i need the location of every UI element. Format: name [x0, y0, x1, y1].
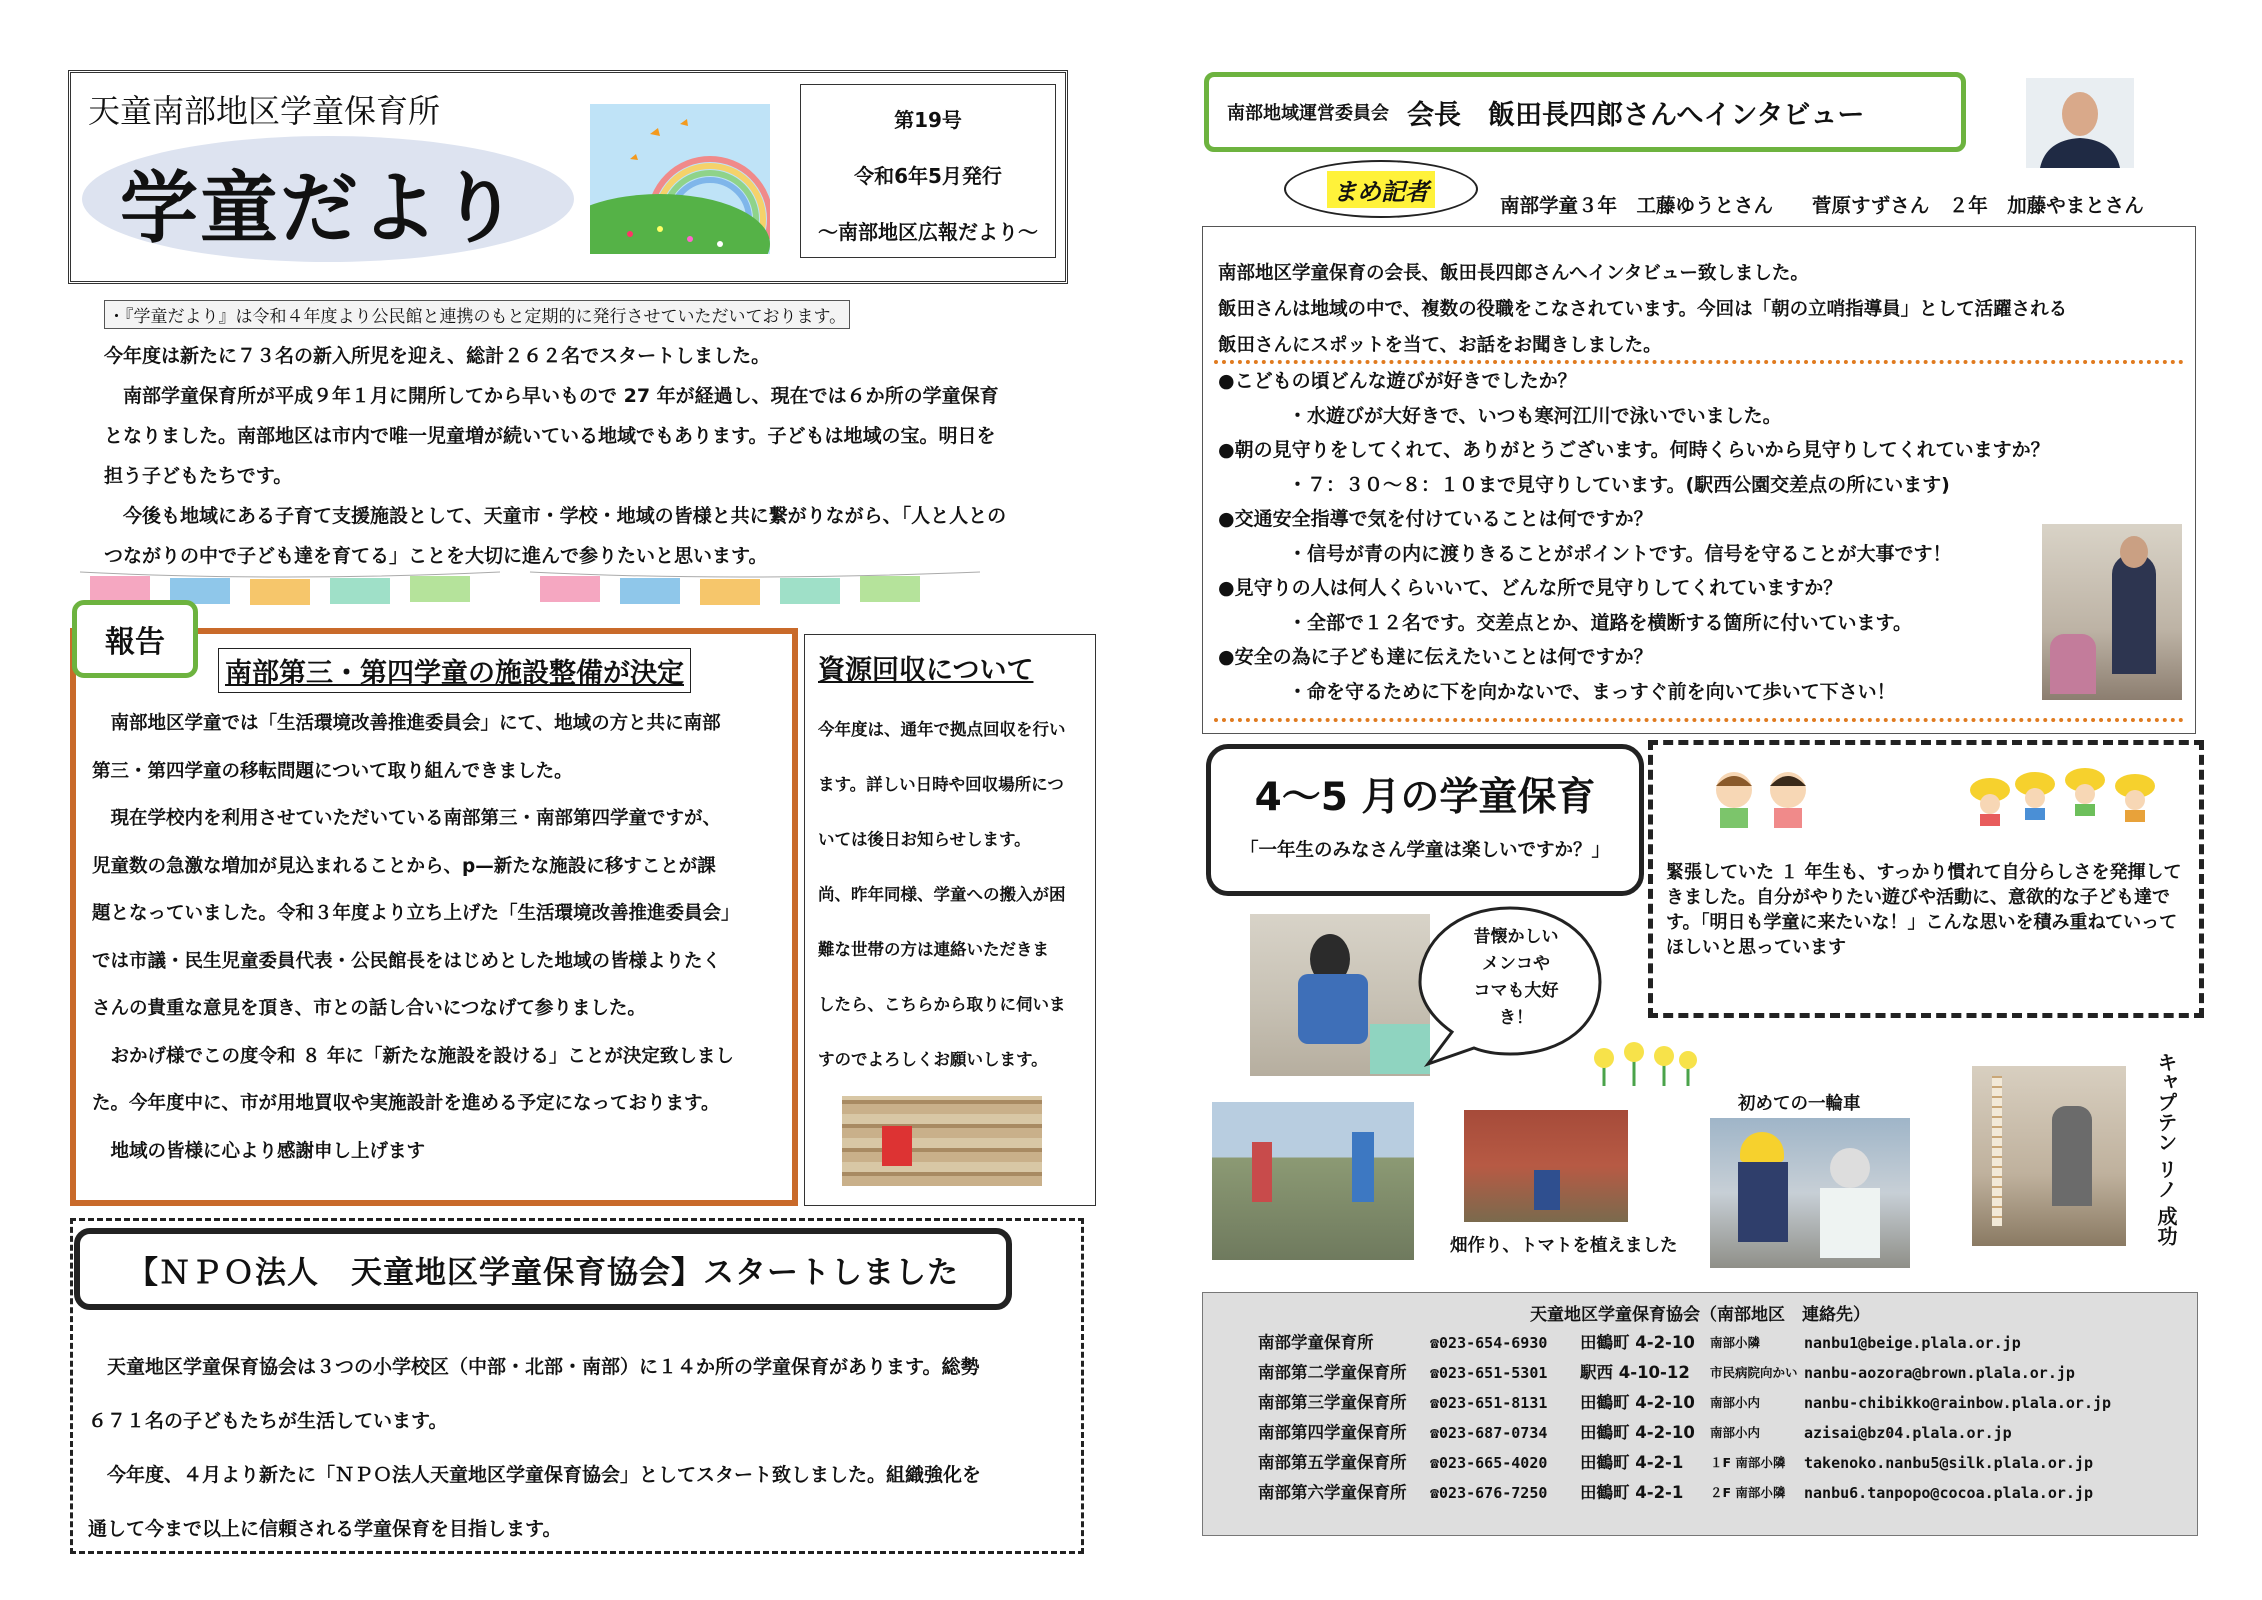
portrait-photo	[2026, 78, 2134, 168]
report-tag: 報告	[72, 600, 198, 678]
contact-address: 駅西 4-10-12	[1580, 1363, 1690, 1382]
caption-captain: キャプテン リノ 成功	[2154, 1052, 2178, 1246]
bunting-decoration	[80, 568, 980, 608]
contact-row	[1258, 1418, 2198, 1448]
contacts-table	[1258, 1328, 2198, 1508]
recycling-text	[818, 702, 1096, 1087]
answer: ・７：３０～８：１０まで見守りしています。(駅西公園交差点の所にいます)	[1288, 473, 1950, 496]
activities-line: 緊張していた １ 年生も、すっかり慣れて自分らしさを発揮して	[1666, 862, 2182, 883]
recycling-line: 尚、昨年同様、学童への搬入が困	[818, 885, 1066, 904]
interview-intro-line: 南部地区学童保育の会長、飯田長四郎さんへインタビュー致しました。	[1218, 263, 1809, 284]
npo-line: ６７１名の子どもたちが生活しています。	[88, 1410, 448, 1432]
contact-email[interactable]: takenoko.nanbu5@silk.plala.or.jp	[1804, 1454, 2093, 1472]
contact-tel: ☎023-654-6930	[1430, 1334, 1548, 1352]
unicycle-photo	[1710, 1118, 1910, 1268]
contact-note: １F 南部小隣	[1710, 1455, 1786, 1470]
report-line: 第三・第四学童の移転問題について取り組んできました。	[92, 760, 573, 782]
recycling-line: したら、こちらから取りに伺いま	[818, 995, 1066, 1014]
interview-header	[1204, 72, 1966, 152]
activities-line: きました。自分がやりたい遊びや活動に、意欲的な子ども達で	[1666, 887, 2170, 908]
interview-intro	[1218, 256, 2188, 364]
contact-name: 南部学童保育所	[1258, 1333, 1374, 1352]
report-line: た。今年度中に、市が用地買収や実施設計を進める予定になっております。	[92, 1093, 720, 1114]
contact-note: ２F 南部小隣	[1710, 1485, 1786, 1500]
contact-email[interactable]: nanbu1@beige.plala.or.jp	[1804, 1334, 2021, 1352]
bubble-line: 昔懐かしい	[1473, 927, 1559, 947]
interview-intro-line: 飯田さんにスポットを当て、お話をお聞きしました。	[1218, 335, 1662, 356]
contact-row	[1258, 1478, 2198, 1508]
recycling-line: 今年度は、通年で拠点回収を行い	[818, 720, 1066, 739]
report-line: 南部地区学童では「生活環境改善推進委員会」にて、地域の方と共に南部	[92, 713, 721, 734]
speech-bubble-text	[1436, 924, 1596, 1032]
contact-email[interactable]: nanbu6.tanpopo@cocoa.plala.or.jp	[1804, 1484, 2093, 1502]
bubble-line: コマも大好	[1473, 981, 1559, 1001]
contact-tel: ☎023-651-8131	[1430, 1394, 1548, 1412]
bubble-line: メンコや	[1482, 954, 1550, 974]
contact-row	[1258, 1388, 2198, 1418]
contacts-header: 天童地区学童保育協会（南部地区 連絡先）	[1530, 1305, 1870, 1325]
reporter-badge-label: まめ記者	[1327, 171, 1435, 208]
contact-tel: ☎023-687-0734	[1430, 1424, 1548, 1442]
caption-unicycle: 初めての一輪車	[1738, 1094, 1861, 1114]
contact-tel: ☎023-651-5301	[1430, 1364, 1548, 1382]
children-illustration	[1704, 766, 1820, 828]
answer: ・全部で１２名です。交差点とか、道路を横断する箇所に付いています。	[1288, 611, 1912, 634]
hats-illustration	[1960, 760, 2178, 826]
dotted-divider-bottom	[1214, 718, 2184, 722]
contact-row	[1258, 1328, 2198, 1358]
caption-farm: 畑作り、トマトを植えました	[1450, 1236, 1678, 1256]
report-line: さんの貴重な意見を頂き、市との話し合いにつなげて参りました。	[92, 998, 646, 1019]
contact-row	[1258, 1448, 2198, 1478]
contact-note: 南部小隣	[1710, 1335, 1761, 1350]
recycling-heading: 資源回収について	[818, 655, 1034, 686]
contact-name: 南部第二学童保育所	[1258, 1363, 1407, 1382]
report-line: 地域の皆様に心より感謝申し上げます	[92, 1140, 426, 1162]
recycling-line: すのでよろしくお願いします。	[818, 1050, 1048, 1069]
interview-intro-line: 飯田さんは地域の中で、複数の役職をこなされています。今回は「朝の立哨指導員」として活躍される	[1218, 299, 2068, 320]
report-heading: 南部第三・第四学童の施設整備が決定	[218, 648, 691, 693]
activities-line: す。「明日も学童に来たいな！」こんな思いを積み重ねていって	[1666, 912, 2178, 933]
intro-line: 今年度は新たに７３名の新入所児を迎え、総計２６２名でスタートしました。	[104, 345, 771, 367]
activities-line: ほしいと思っています	[1666, 937, 1846, 958]
contact-row	[1258, 1358, 2198, 1388]
contact-email[interactable]: azisai@bz04.plala.or.jp	[1804, 1424, 2012, 1442]
report-line: では市議・民生児童委員代表・公民館長をはじめとした地域の皆様よりたく	[92, 950, 722, 972]
contact-email[interactable]: nanbu-aozora@brown.plala.or.jp	[1804, 1364, 2075, 1382]
interview-title: 会長 飯田長四郎さんへインタビュー	[1407, 99, 1865, 131]
intro-line: 南部学童保育所が平成９年１月に開所してから早いもので 27 年が経過し、現在では６か所の学童保育	[104, 385, 999, 407]
interview-committee: 南部地域運営委員会	[1227, 103, 1389, 124]
npo-line: 通して今まで以上に信頼される学童保育を目指します。	[88, 1518, 562, 1540]
question: ●朝の見守りをしてくれて、ありがとうございます。何時くらいから見守りしてくれていますか？	[1218, 439, 2050, 461]
npo-line: 今年度、４月より新たに「ＮＰＯ法人天童地区学童保育協会」としてスタート致しました。組織強化を	[88, 1464, 982, 1486]
intro-line: 担う子どもたちです。	[104, 465, 293, 487]
activities-title: 4～5 月の学童保育	[1254, 775, 1596, 820]
contact-address: 田鶴町 4-2-1	[1580, 1483, 1684, 1502]
contact-note: 南部小内	[1710, 1425, 1761, 1440]
contact-tel: ☎023-665-4020	[1430, 1454, 1548, 1472]
contact-address: 田鶴町 4-2-10	[1580, 1333, 1695, 1352]
intro-line: つながりの中で子ども達を育てる」ことを大切に進んで参りたいと思います。	[104, 545, 768, 567]
contact-name: 南部第四学童保育所	[1258, 1423, 1407, 1442]
npo-heading: 【ＮＰＯ法人 天童地区学童保育協会】スタートしました	[74, 1228, 1012, 1310]
recycling-line: 難な世帯の方は連絡いただきま	[818, 940, 1049, 959]
contact-name: 南部第三学童保育所	[1258, 1393, 1407, 1412]
intro-line: となりました。南部地区は市内で唯一児童増が続いている地域でもあります。子どもは地域の宝。明日を	[104, 425, 996, 447]
intro-line: 今後も地域にある子育て支援施設として、天童市・学校・地域の皆様と共に繋がりながら、「人と人との	[104, 505, 1007, 527]
report-line: 現在学校内を利用させていただいている南部第三・南部第四学童ですが、	[92, 808, 722, 829]
recycling-photo	[842, 1096, 1042, 1186]
report-text	[92, 700, 792, 1175]
issue-subtitle: ～南部地区広報だより～	[818, 220, 1038, 244]
contact-note: 南部小内	[1710, 1395, 1761, 1410]
reporter-badge	[1284, 160, 1478, 218]
npo-line: 天童地区学童保育協会は３つの小学校区（中部・北部・南部）に１４か所の学童保育があります。総勢	[88, 1356, 980, 1378]
sandbox-photo	[1212, 1102, 1414, 1260]
bubble-line: き！	[1499, 1008, 1533, 1028]
recycling-line: いては後日お知らせします。	[818, 830, 1031, 849]
recycling-line: ます。詳しい日時や回収場所につ	[818, 775, 1064, 794]
contact-name: 南部第六学童保育所	[1258, 1483, 1407, 1502]
question: ●交通安全指導で気を付けていることは何ですか？	[1218, 508, 1653, 530]
interview-photo	[2042, 524, 2182, 700]
contact-note: 市民病院向かい	[1710, 1365, 1798, 1380]
report-line: 題となっていました。令和３年度より立ち上げた「生活環境改善推進委員会」	[92, 903, 740, 924]
report-line: 児童数の急激な増加が見込まれることから、p—新たな施設に移すことが課	[92, 855, 716, 877]
activities-text	[1666, 860, 2200, 960]
answer: ・信号が青の内に渡りきることがポイントです。信号を守ることが大事です！	[1288, 542, 1952, 565]
flower-illustration	[1584, 1040, 1698, 1088]
contact-address: 田鶴町 4-2-10	[1580, 1423, 1695, 1442]
reporters: 南部学童３年 工藤ゆうとさん 菅原すずさん ２年 加藤やまとさん	[1500, 194, 2144, 217]
contact-name: 南部第五学童保育所	[1258, 1453, 1407, 1472]
page-title: 学童だより	[120, 164, 521, 254]
npo-text	[88, 1340, 1078, 1556]
captain-photo	[1972, 1066, 2126, 1246]
question: ●安全の為に子ども達に伝えたいことは何ですか？	[1218, 646, 1653, 668]
answer: ・命を守るために下を向かないで、まっすぐ前を向いて歩いて下さい！	[1288, 680, 1896, 703]
issue-date: 令和6年5月発行	[854, 164, 1002, 188]
garden-photo	[1464, 1110, 1628, 1222]
question: ●こどもの頃どんな遊びが好きでしたか？	[1218, 370, 1577, 392]
menko-photo	[1250, 914, 1430, 1076]
intro-note: ・『学童だより』は令和４年度より公民館と連携のもと定期的に発行させていただいております。	[104, 300, 850, 329]
contact-email[interactable]: nanbu-chibikko@rainbow.plala.or.jp	[1804, 1394, 2112, 1412]
answer: ・水遊びが大好きで、いつも寒河江川で泳いでいました。	[1288, 404, 1782, 427]
question: ●見守りの人は何人くらいいて、どんな所で見守りしてくれていますか？	[1218, 577, 1843, 599]
contact-tel: ☎023-676-7250	[1430, 1484, 1548, 1502]
rainbow-illustration	[590, 104, 770, 254]
intro-text	[104, 336, 1094, 576]
org-name: 天童南部地区学童保育所	[88, 92, 441, 130]
report-line: おかげ様でこの度令和 ８ 年に「新たな施設を設ける」ことが決定致しまし	[92, 1045, 734, 1067]
contact-address: 田鶴町 4-2-1	[1580, 1453, 1684, 1472]
activities-subtitle: 「一年生のみなさん学童は楽しいですか？」	[1239, 840, 1610, 861]
issue-number: 第19号	[894, 108, 962, 132]
contact-address: 田鶴町 4-2-10	[1580, 1393, 1695, 1412]
